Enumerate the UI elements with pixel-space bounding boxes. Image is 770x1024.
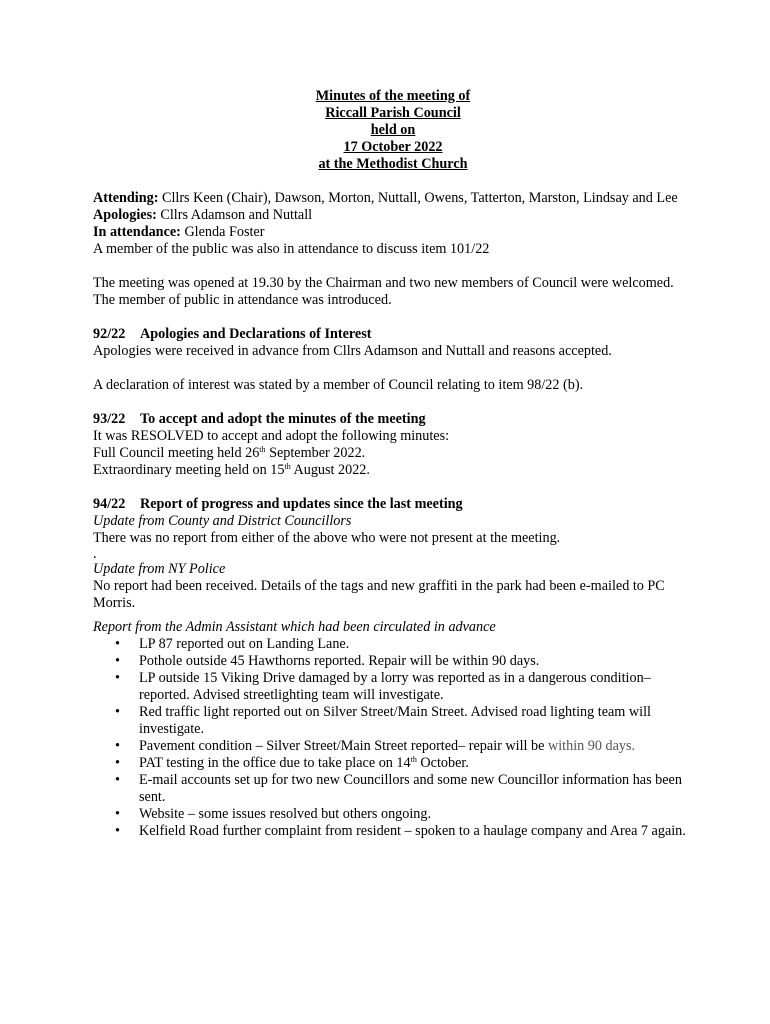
item-94-dot: . — [93, 546, 97, 562]
title-line-2: Riccall Parish Council — [325, 105, 461, 121]
list-item-sup: th — [410, 755, 417, 764]
title-line-3: held on — [370, 122, 416, 138]
attending-paragraph — [93, 190, 693, 207]
item-92-title: Apologies and Declarations of Interest — [140, 326, 372, 342]
item-93-line-3 — [93, 462, 693, 479]
attending-text: Cllrs Keen (Chair), Dawson, Morton, Nuttall, Owens, Tatterton, Marston, Lindsay and Lee — [158, 190, 678, 206]
title-line-5: at the Methodist Church — [318, 156, 468, 172]
document-title — [93, 88, 693, 173]
list-item-text: Pavement condition – Silver Street/Main Street reported– repair will be — [139, 738, 548, 754]
item-93-line-2 — [93, 445, 693, 462]
list-item: • Pothole outside 45 Hawthorns reported. Repair will be within 90 days. — [93, 653, 693, 670]
item-94-police-text: No report had been received. Details of the tags and new graffiti in the park had been e-mailed to PC Morris. — [93, 578, 665, 611]
in-attendance-text: Glenda Foster — [180, 224, 265, 240]
item-93-line-3-end: August 2022. — [290, 462, 370, 478]
list-item — [93, 738, 693, 755]
apologies-paragraph — [93, 207, 693, 224]
item-94-councillors-text: There was no report from either of the above who were not present at the meeting. — [93, 530, 561, 546]
document-body — [93, 88, 693, 840]
apologies-label: Apologies: — [93, 207, 157, 223]
item-94-heading — [93, 496, 693, 513]
list-item-grey-text: within 90 days. — [547, 738, 636, 754]
apologies-text: Cllrs Adamson and Nuttall — [156, 207, 313, 223]
item-94-number: 94/22 — [93, 496, 126, 512]
item-94-sub1-text: Update from County and District Councillors — [93, 513, 352, 529]
item-93-line-2-end: September 2022. — [265, 445, 366, 461]
item-93-line-2-sup: th — [259, 445, 266, 454]
item-94-subheading-police — [93, 561, 693, 578]
in-attendance-label: In attendance: — [93, 224, 181, 240]
item-92-text-2: A declaration of interest was stated by a member of Council relating to item 98/22 (b). — [93, 377, 584, 393]
item-93-text-1: It was RESOLVED to accept and adopt the following minutes: — [93, 428, 450, 444]
item-94-title: Report of progress and updates since the last meeting — [140, 496, 463, 512]
item-93-heading — [93, 411, 693, 428]
list-item: • Red traffic light reported out on Silver Street/Main Street. Advised road lighting team will investigate. — [93, 704, 693, 738]
list-item: • E-mail accounts set up for two new Councillors and some new Councillor information has been sent. — [93, 772, 693, 806]
list-item-text: PAT testing in the office due to take place on 14 — [139, 755, 411, 771]
item-94-sub2-text: Update from NY Police — [93, 561, 226, 577]
opening-paragraph: The meeting was opened at 19.30 by the Chairman and two new members of Council were welcomed. The member of public in attendance was introduced. — [93, 275, 674, 308]
title-line-4: 17 October 2022 — [343, 139, 443, 155]
item-93-line-3-start: Extraordinary meeting held on 15 — [93, 462, 285, 478]
attending-label: Attending: — [93, 190, 159, 206]
list-item: • LP 87 reported out on Landing Lane. — [93, 636, 693, 653]
list-item — [93, 755, 693, 772]
in-attendance-paragraph — [93, 224, 693, 241]
admin-report-list — [93, 636, 693, 840]
item-92-number: 92/22 — [93, 326, 126, 342]
list-item: • Kelfield Road further complaint from resident – spoken to a haulage company and Area 7 again. — [93, 823, 693, 840]
item-94-subheading-councillors — [93, 513, 693, 530]
item-92-text-1: Apologies were received in advance from Cllrs Adamson and Nuttall and reasons accepted. — [93, 343, 612, 359]
list-item: • Website – some issues resolved but others ongoing. — [93, 806, 693, 823]
item-94-subheading-admin — [93, 619, 693, 636]
public-note: A member of the public was also in attendance to discuss item 101/22 — [93, 241, 490, 257]
item-93-line-3-sup: th — [284, 462, 291, 471]
list-item-end: October. — [416, 755, 469, 771]
item-93-title: To accept and adopt the minutes of the meeting — [140, 411, 426, 427]
item-94-sub3-text: Report from the Admin Assistant which had been circulated in advance — [93, 619, 496, 635]
item-93-line-2-start: Full Council meeting held 26 — [93, 445, 260, 461]
item-92-heading — [93, 326, 693, 343]
title-line-1: Minutes of the meeting of — [315, 88, 471, 104]
item-93-number: 93/22 — [93, 411, 126, 427]
list-item: • LP outside 15 Viking Drive damaged by a lorry was reported as in a dangerous condition– reported. Advised streetlighting team will investigate. — [93, 670, 693, 704]
